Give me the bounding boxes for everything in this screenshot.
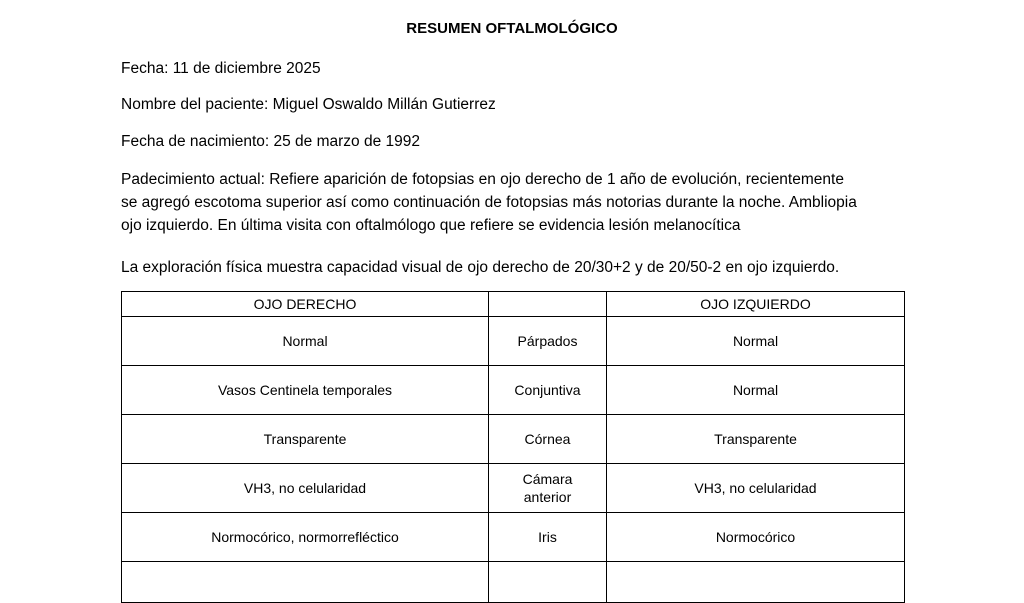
left-eye-cell: Normal [607,366,905,415]
left-eye-cell [607,562,905,603]
table-row [122,513,905,562]
structure-cell [489,562,607,603]
right-eye-cell: VH3, no celularidad [122,464,489,513]
right-eye-cell: Normocórico, normorrefléctico [122,513,489,562]
left-eye-cell: Normocórico [607,513,905,562]
patient-name-line: Nombre del paciente: Miguel Oswaldo Millán Gutierrez [121,96,496,113]
current-condition-paragraph [121,168,916,237]
left-eye-cell: Normal [607,317,905,366]
birth-date-line: Fecha de nacimiento: 25 de marzo de 1992 [121,133,420,150]
right-eye-cell: Vasos Centinela temporales [122,366,489,415]
table-row [122,464,905,513]
current-condition-line: ojo izquierdo. En última visita con oftalmólogo que refiere se evidencia lesión melanocítica [121,217,741,234]
left-eye-cell: VH3, no celularidad [607,464,905,513]
header-structure [489,292,607,317]
current-condition-line: Padecimiento actual: Refiere aparición de fotopsias en ojo derecho de 1 año de evolución, recientemente [121,171,844,188]
eye-exam-table [121,291,905,603]
structure-cell-line: Cámara [522,471,573,487]
table-row [122,317,905,366]
current-condition-line: se agregó escotoma superior así como continuación de fotopsias más notorias durante la noche. Ambliopia [121,194,857,211]
table-row [122,415,905,464]
structure-cell-line: anterior [523,489,572,505]
physical-exam-paragraph: La exploración física muestra capacidad visual de ojo derecho de 20/30+2 y de 20/50-2 en ojo izquierdo. [121,259,840,276]
left-eye-cell: Transparente [607,415,905,464]
table-row [122,366,905,415]
right-eye-cell: Normal [122,317,489,366]
structure-cell: Iris [489,513,607,562]
header-right-eye: OJO DERECHO [122,292,489,317]
right-eye-cell [122,562,489,603]
structure-cell: Conjuntiva [489,366,607,415]
right-eye-cell: Transparente [122,415,489,464]
date-line: Fecha: 11 de diciembre 2025 [121,60,321,77]
structure-cell: Córnea [489,415,607,464]
header-left-eye: OJO IZQUIERDO [607,292,905,317]
structure-cell [489,464,607,513]
structure-cell: Párpados [489,317,607,366]
document-title: RESUMEN OFTALMOLÓGICO [406,20,618,37]
table-header-row [122,292,905,317]
table-row [122,562,905,603]
